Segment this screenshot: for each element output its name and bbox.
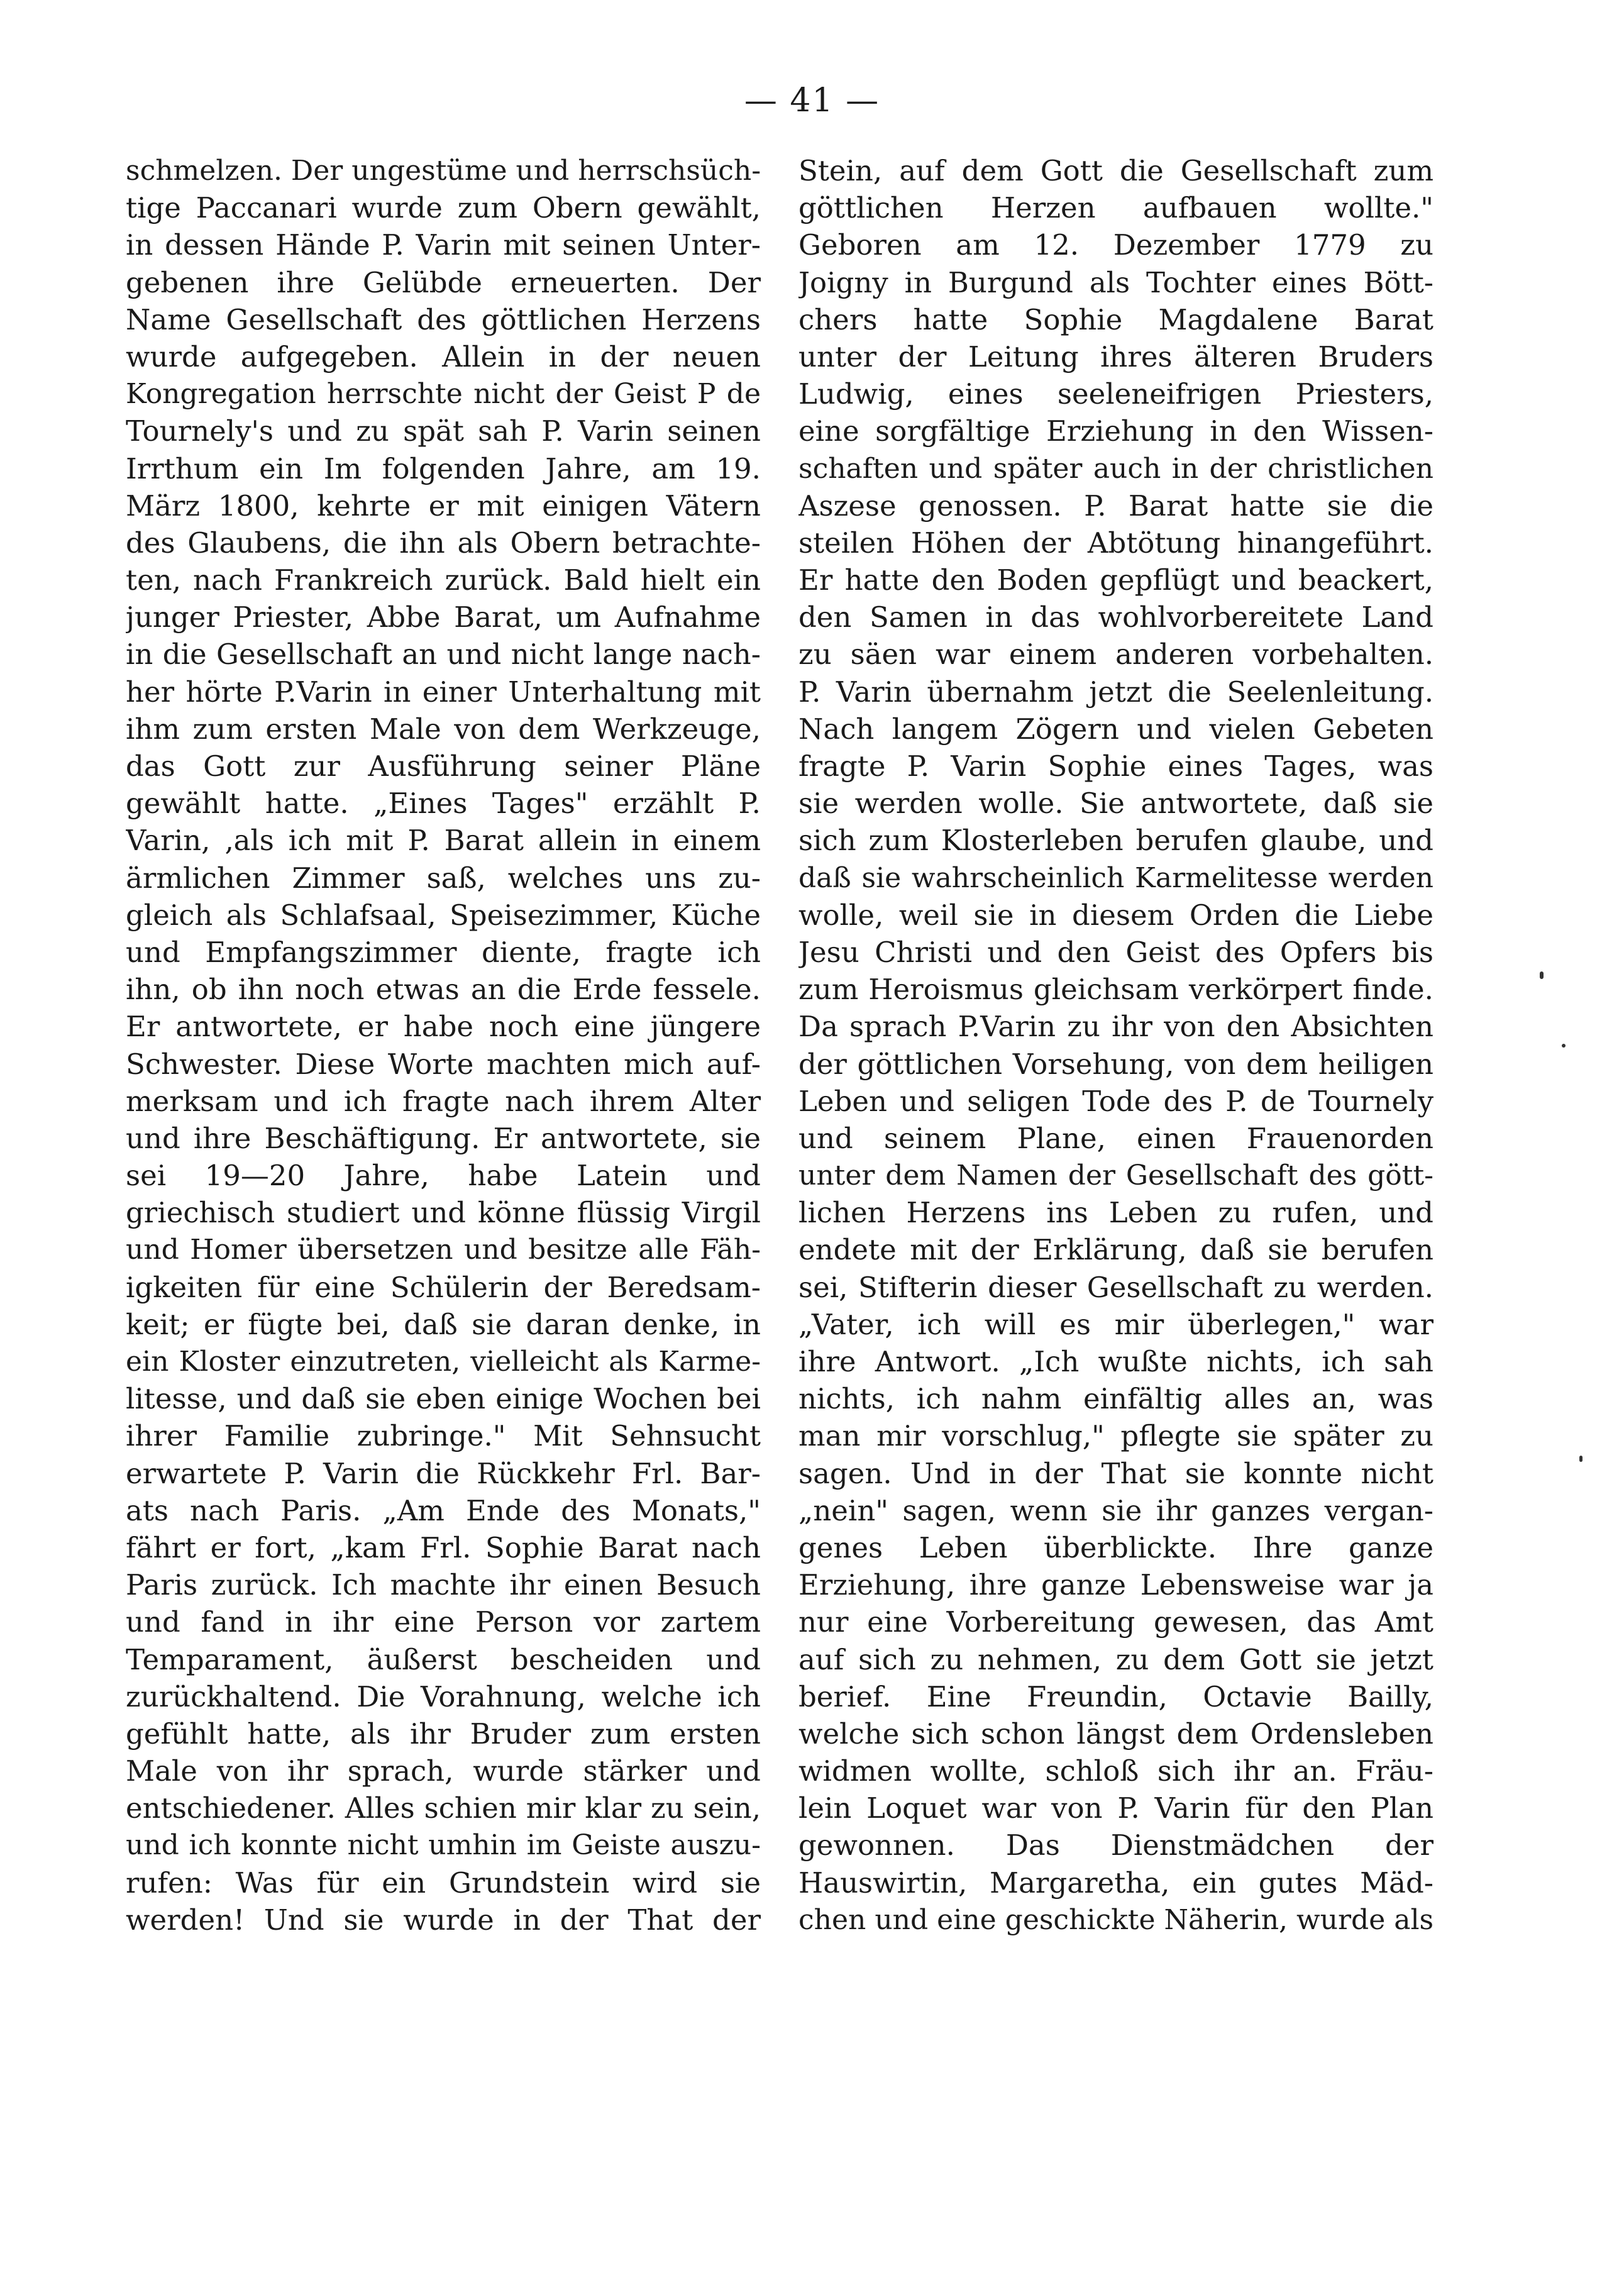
text-line: zurückhaltend. Die Vorahnung, welche ich xyxy=(126,1679,761,1713)
text-line: Varin, ‚als ich mit P. Barat allein in einem xyxy=(126,824,761,858)
text-line: nichts, ich nahm einfältig alles an, was xyxy=(798,1382,1433,1416)
text-line: welche sich schon längst dem Ordensleben xyxy=(798,1717,1433,1751)
text-line: ihn, ob ihn noch etwas an die Erde fessele. xyxy=(126,973,761,1007)
text-line: wolle, weil sie in diesem Orden die Liebe xyxy=(798,898,1433,932)
text-line: und seinem Plane, einen Frauenorden xyxy=(798,1121,1433,1155)
text-line: chers hatte Sophie Magdalene Barat xyxy=(798,302,1433,336)
text-line: berief. Eine Freundin, Octavie Bailly, xyxy=(798,1679,1433,1713)
text-line: Geboren am 12. Dezember 1779 zu xyxy=(798,228,1433,262)
text-line: fragte P. Varin Sophie eines Tages, was xyxy=(798,750,1433,783)
text-line: und Homer übersetzen und besitze alle Fäh- xyxy=(126,1234,761,1266)
text-line: ein Kloster einzutreten, vielleicht als Karme- xyxy=(126,1346,761,1378)
text-line: Joigny in Burgund als Tochter eines Bött- xyxy=(798,265,1433,299)
text-line: litesse, und daß sie eben einige Wochen bei xyxy=(126,1382,761,1416)
margin-speck xyxy=(1579,1456,1583,1462)
text-line: März 1800, kehrte er mit einigen Vätern xyxy=(126,489,761,523)
text-line: ten, nach Frankreich zurück. Bald hielt ein xyxy=(126,563,761,597)
text-line: „nein" sagen, wenn sie ihr ganzes vergan- xyxy=(798,1493,1433,1527)
text-line: ihrer Familie zubringe." Mit Sehnsucht xyxy=(126,1419,761,1453)
text-line: Kongregation herrschte nicht der Geist P de xyxy=(126,378,761,411)
text-line: nur eine Vorbereitung gewesen, das Amt xyxy=(798,1605,1433,1639)
text-line: sei, Stifterin dieser Gesellschaft zu werden. xyxy=(798,1270,1433,1304)
text-line: in dessen Hände P. Varin mit seinen Unter- xyxy=(126,228,761,262)
margin-speck xyxy=(1562,1044,1566,1048)
text-line: schmelzen. Der ungestüme und herrschsüch- xyxy=(126,155,761,187)
text-line: Hauswirtin, Margaretha, ein gutes Mäd- xyxy=(798,1866,1433,1900)
text-line: des Glaubens, die ihn als Obern betrachte- xyxy=(126,526,761,560)
text-line: Name Gesellschaft des göttlichen Herzens xyxy=(126,302,761,336)
text-line: her hörte P.Varin in einer Unterhaltung mit xyxy=(126,675,761,709)
text-line: zum Heroismus gleichsam verkörpert finde. xyxy=(798,973,1433,1007)
text-line: man mir vorschlug," pflegte sie später zu xyxy=(798,1419,1433,1453)
text-line: Paris zurück. Ich machte ihr einen Besuch xyxy=(126,1568,761,1602)
text-line: wurde aufgegeben. Allein in der neuen xyxy=(126,340,761,373)
text-line: Er antwortete, er habe noch eine jüngere xyxy=(126,1010,761,1044)
text-line: lichen Herzens ins Leben zu rufen, und xyxy=(798,1196,1433,1230)
margin-speck xyxy=(1540,971,1544,979)
text-line: Aszese genossen. P. Barat hatte sie die xyxy=(798,489,1433,523)
text-line: sei 19—20 Jahre, habe Latein und xyxy=(126,1159,761,1193)
text-line: zu säen war einem anderen vorbehalten. xyxy=(798,638,1433,672)
text-line: göttlichen Herzen aufbauen wollte." xyxy=(798,191,1433,225)
text-line: Schwester. Diese Worte machten mich auf- xyxy=(126,1047,761,1081)
text-line: genes Leben überblickte. Ihre ganze xyxy=(798,1530,1433,1564)
left-column xyxy=(126,152,761,1939)
text-line: sagen. Und in der That sie konnte nicht xyxy=(798,1456,1433,1490)
page-number: — 41 — xyxy=(744,82,880,119)
text-line: gebenen ihre Gelübde erneuerten. Der xyxy=(126,265,761,299)
text-line: und Empfangszimmer diente, fragte ich xyxy=(126,935,761,969)
text-line: Male von ihr sprach, wurde stärker und xyxy=(126,1754,761,1788)
text-line: widmen wollte, schloß sich ihr an. Fräu- xyxy=(798,1754,1433,1788)
text-line: tige Paccanari wurde zum Obern gewählt, xyxy=(126,191,761,225)
text-line: gewonnen. Das Dienstmädchen der xyxy=(798,1829,1433,1862)
text-line: griechisch studiert und könne flüssig Virgil xyxy=(126,1196,761,1230)
text-line: Leben und seligen Tode des P. de Tournely xyxy=(798,1084,1433,1118)
text-line: erwartete P. Varin die Rückkehr Frl. Bar- xyxy=(126,1456,761,1490)
text-line: ärmlichen Zimmer saß, welches uns zu- xyxy=(126,861,761,895)
text-line: Ludwig, eines seeleneifrigen Priesters, xyxy=(798,377,1433,411)
text-line: eine sorgfältige Erziehung in den Wissen- xyxy=(798,414,1433,448)
text-line: auf sich zu nehmen, zu dem Gott sie jetzt xyxy=(798,1642,1433,1676)
text-line: ats nach Paris. „Am Ende des Monats," xyxy=(126,1493,761,1527)
text-line: daß sie wahrscheinlich Karmelitesse werden xyxy=(798,861,1433,894)
text-line: Er hatte den Boden gepflügt und beackert, xyxy=(798,563,1433,597)
text-line: entschiedener. Alles schien mir klar zu sein, xyxy=(126,1791,761,1825)
text-line: werden! Und sie wurde in der That der xyxy=(126,1903,761,1937)
text-line: gleich als Schlafsaal, Speisezimmer, Küche xyxy=(126,898,761,932)
text-line: und fand in ihr eine Person vor zartem xyxy=(126,1605,761,1639)
text-line: „Vater, ich will es mir überlegen," war xyxy=(798,1307,1433,1341)
text-line: steilen Höhen der Abtötung hinangeführt. xyxy=(798,526,1433,560)
text-line: ihm zum ersten Male von dem Werkzeuge, xyxy=(126,712,761,746)
text-line: schaften und später auch in der christlichen xyxy=(798,452,1433,485)
text-line: P. Varin übernahm jetzt die Seelenleitung. xyxy=(798,675,1433,709)
text-line: Stein, auf dem Gott die Gesellschaft zum xyxy=(798,154,1433,187)
text-line: ihre Antwort. „Ich wußte nichts, ich sah xyxy=(798,1345,1433,1378)
text-line: Jesu Christi und den Geist des Opfers bis xyxy=(798,935,1433,969)
text-line: Nach langem Zögern und vielen Gebeten xyxy=(798,712,1433,746)
text-line: unter der Leitung ihres älteren Bruders xyxy=(798,340,1433,373)
text-line: sie werden wolle. Sie antwortete, daß sie xyxy=(798,787,1433,821)
text-line: sich zum Klosterleben berufen glaube, und xyxy=(798,824,1433,858)
text-line: und ich konnte nicht umhin im Geiste auszu- xyxy=(126,1829,761,1862)
text-line: gewählt hatte. „Eines Tages" erzählt P. xyxy=(126,787,761,821)
text-line: in die Gesellschaft an und nicht lange nach- xyxy=(126,638,761,672)
text-line: igkeiten für eine Schülerin der Beredsam- xyxy=(126,1270,761,1304)
text-line: Irrthum ein Im folgenden Jahre, am 19. xyxy=(126,451,761,485)
text-line: rufen: Was für ein Grundstein wird sie xyxy=(126,1866,761,1900)
text-line: Temparament, äußerst bescheiden und xyxy=(126,1642,761,1676)
text-line: Tournely's und zu spät sah P. Varin seinen xyxy=(126,414,761,448)
text-line: lein Loquet war von P. Varin für den Plan xyxy=(798,1791,1433,1825)
text-line: Erziehung, ihre ganze Lebensweise war ja xyxy=(798,1568,1433,1602)
text-line: Da sprach P.Varin zu ihr von den Absichten xyxy=(798,1010,1433,1044)
text-line: der göttlichen Vorsehung, von dem heiligen xyxy=(798,1047,1433,1081)
text-line: keit; er fügte bei, daß sie daran denke, in xyxy=(126,1307,761,1341)
text-line: merksam und ich fragte nach ihrem Alter xyxy=(126,1084,761,1118)
text-line: und ihre Beschäftigung. Er antwortete, sie xyxy=(126,1121,761,1155)
text-line: chen und eine geschickte Näherin, wurde als xyxy=(798,1903,1433,1936)
text-line: den Samen in das wohlvorbereitete Land xyxy=(798,600,1433,634)
right-column xyxy=(798,152,1433,1939)
text-line: gefühlt hatte, als ihr Bruder zum ersten xyxy=(126,1717,761,1751)
text-line: unter dem Namen der Gesellschaft des gött- xyxy=(798,1159,1433,1192)
text-line: das Gott zur Ausführung seiner Pläne xyxy=(126,750,761,783)
text-line: junger Priester, Abbe Barat, um Aufnahme xyxy=(126,600,761,634)
text-line: fährt er fort, „kam Frl. Sophie Barat nach xyxy=(126,1530,761,1564)
text-line: endete mit der Erklärung, daß sie berufen xyxy=(798,1233,1433,1267)
